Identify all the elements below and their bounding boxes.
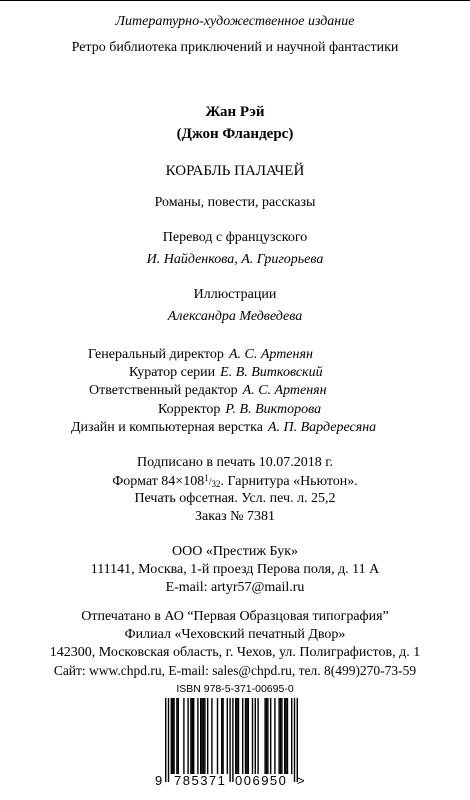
order-number: Заказ № 7381: [195, 509, 275, 524]
barcode-bar: [203, 698, 204, 774]
barcode-bar: [238, 698, 239, 774]
credit-role: Дизайн и компьютерная верстка: [71, 420, 263, 435]
barcode-bar: [270, 698, 271, 774]
barcode-bar: [246, 698, 247, 774]
printer-line-1: Отпечатано в АО “Первая Образцовая типография”: [81, 609, 389, 624]
barcode-bar: [197, 698, 198, 774]
printer-line-3: 142300, Московская область, г. Чехов, ул. Полиграфистов, д. 1: [49, 645, 421, 660]
format-fraction: $^1/_{32}$: [204, 473, 221, 489]
barcode-bar: [297, 698, 298, 782]
credit-name: Е. В. Витковский: [220, 365, 323, 380]
print-format: [0, 474, 470, 489]
barcode-bar: [236, 698, 237, 774]
publisher-address: 111141, Москва, 1-й проезд Перова поля, д. 11 А: [90, 562, 380, 577]
credit-line: [71, 421, 376, 435]
library-line: Ретро библиотека приключений и научной фантастики: [71, 40, 399, 55]
barcode-bar: [187, 698, 188, 774]
isbn-number: ISBN 978-5-371-00695-0: [176, 683, 294, 695]
credit-line: [129, 366, 323, 380]
barcode-bar: [211, 698, 212, 774]
barcode-bar: [281, 698, 282, 774]
barcode-bar: [178, 698, 179, 774]
barcode-lead-digit: 9: [155, 773, 163, 788]
barcode-bar: [274, 698, 275, 774]
barcode-bar: [252, 698, 253, 774]
print-signed: Подписано в печать 10.07.2018 г.: [137, 455, 333, 470]
barcode-bars: [165, 698, 305, 784]
illustrations-label: Иллюстрации: [193, 287, 277, 302]
barcode-bar: [172, 698, 173, 774]
barcode-bar: [280, 698, 281, 774]
barcode-bar: [232, 698, 233, 782]
barcode-bar: [278, 698, 279, 774]
translation-label: Перевод с французского: [162, 230, 308, 245]
translators: И. Найденкова, А. Григорьева: [146, 252, 324, 267]
barcode-bar: [242, 698, 243, 774]
format-numerator: 1: [204, 473, 209, 483]
credit-role: Ответственный редактор: [89, 383, 238, 398]
publisher-name: ООО «Престиж Бук»: [172, 544, 298, 559]
barcode-bar: [168, 698, 169, 782]
barcode-bar: [245, 698, 246, 774]
barcode-bar: [267, 698, 268, 774]
credit-name: А. С. Артенян: [242, 383, 327, 398]
barcode-bar: [227, 698, 228, 774]
barcode-bar: [173, 698, 174, 774]
barcode-bar: [235, 698, 236, 774]
credit-role: Корректор: [158, 402, 221, 417]
barcode-left-digits: 785371: [174, 773, 227, 788]
illustrator: Александра Медведева: [167, 309, 303, 324]
credit-name: А. П. Вардересяна: [267, 420, 377, 435]
credit-name: А. С. Артенян: [228, 347, 313, 362]
barcode-bar: [200, 698, 201, 774]
barcode-bar: [222, 698, 223, 774]
printer-line-2: Филиал «Чеховский печатный Двор»: [124, 627, 346, 642]
author-pseudonym: (Джон Фландерс): [176, 126, 294, 142]
barcode-bar: [204, 698, 205, 774]
print-type: Печать офсетная. Усл. печ. л. 25,2: [134, 491, 336, 506]
credit-line: [88, 348, 313, 362]
credit-role: Генеральный директор: [88, 347, 224, 362]
isbn-barcode: [153, 684, 317, 788]
publisher-email: E-mail: artyr57@mail.ru: [165, 580, 305, 595]
barcode-bar: [192, 698, 193, 774]
printer-line-4: Сайт: www.chpd.ru, E-mail: sales@chpd.ru, тел. 8(499)270-73-59: [53, 663, 417, 678]
format-denominator: 32: [211, 479, 221, 489]
barcode-bar: [229, 698, 230, 782]
format-suffix: . Гарнитура «Ньютон».: [220, 474, 358, 489]
barcode-bar: [255, 698, 256, 774]
barcode-bar: [190, 698, 191, 774]
barcode-right-digits: 006950: [235, 773, 288, 788]
barcode-bar: [193, 698, 194, 774]
barcode-bar: [217, 698, 218, 774]
barcode-bar: [165, 698, 166, 782]
credit-line: [89, 384, 327, 398]
book-subtitle: Романы, повести, рассказы: [154, 195, 316, 210]
credit-role: Куратор серии: [129, 365, 216, 380]
barcode-bar: [183, 698, 184, 774]
barcode-bar: [291, 698, 292, 774]
credit-name: Р. В. Викторова: [225, 402, 322, 417]
credit-line: [158, 403, 321, 417]
barcode-bar: [257, 698, 258, 774]
barcode-bar: [176, 698, 177, 774]
barcode-bar: [171, 698, 172, 774]
barcode-bar: [266, 698, 267, 774]
format-prefix: Формат 84×108: [112, 474, 205, 489]
series-line: Литературно-художественное издание: [115, 14, 355, 29]
barcode-bar: [287, 698, 288, 774]
barcode-bar: [207, 698, 208, 774]
barcode-bar: [284, 698, 285, 774]
author-name: Жан Рэй: [205, 104, 265, 120]
barcode-bar: [294, 698, 295, 782]
barcode-bar: [221, 698, 222, 774]
barcode-bar: [201, 698, 202, 774]
barcode-bar: [264, 698, 265, 774]
barcode-bar: [248, 698, 249, 774]
book-title: КОРАБЛЬ ПАЛАЧЕЙ: [165, 163, 305, 179]
barcode-bar: [285, 698, 286, 774]
barcode-marker: >: [297, 773, 305, 788]
